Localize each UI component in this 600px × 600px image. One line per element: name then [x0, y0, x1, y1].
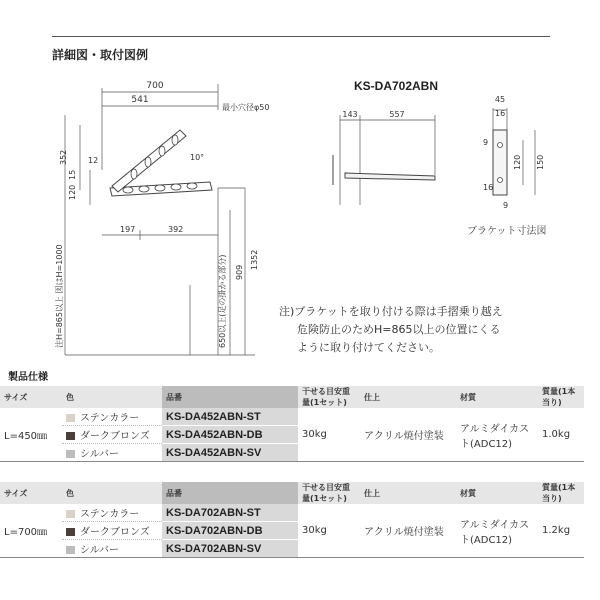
size-cell: L=450㎜	[0, 408, 62, 462]
color-swatch	[66, 546, 75, 554]
dim-700: 700	[146, 81, 164, 91]
color-cell	[62, 408, 162, 426]
load-cell: 30kg	[298, 408, 360, 462]
dim-9-bottom: 9	[503, 201, 509, 210]
header-load: 干せる目安重量(1セット)	[298, 482, 360, 504]
table-header-row	[0, 386, 584, 408]
dim-hole: 最小穴径φ50	[222, 103, 270, 112]
header-material: 材質	[456, 482, 538, 504]
spec-title: 製品仕様	[8, 372, 48, 383]
dim-909: 909	[235, 264, 244, 280]
side-elevation-diagram	[325, 90, 555, 220]
mounting-diagram	[40, 70, 285, 370]
dim-650: 650以上(足の掛かる部分)	[218, 254, 227, 348]
color-cell	[62, 504, 162, 522]
size-cell: L=700㎜	[0, 504, 62, 558]
color-cell	[62, 426, 162, 444]
section-title: 詳細図・取付図例	[52, 48, 149, 62]
color-label: ダークブロンズ	[80, 431, 150, 442]
header-color: 色	[62, 386, 162, 408]
dim-392: 392	[168, 225, 184, 234]
header-load: 干せる目安重量(1セット)	[298, 386, 360, 408]
dim-12: 12	[88, 156, 99, 165]
dim-15: 15	[68, 169, 77, 180]
model-cell: KS-DA702ABN-DB	[162, 522, 298, 540]
dim-16-top: 16	[495, 109, 506, 118]
dim-9-top: 9	[483, 138, 489, 147]
dim-45: 45	[494, 95, 506, 104]
dim-557: 557	[389, 110, 405, 119]
dim-1352: 1352	[250, 249, 259, 270]
load-cell: 30kg	[298, 504, 360, 558]
install-note	[279, 303, 579, 357]
color-swatch	[66, 432, 75, 440]
color-cell	[62, 522, 162, 540]
finish-cell: アクリル焼付塗装	[360, 408, 456, 462]
header-model: 品番	[162, 386, 298, 408]
weight-cell: 1.2kg	[538, 504, 584, 558]
note-line-3: ように取り付けてください。	[297, 341, 440, 354]
color-label: ステンカラー	[80, 509, 140, 520]
dim-angle: 10°	[190, 153, 205, 162]
header-size: サイズ	[0, 482, 62, 504]
header-finish: 仕上	[360, 386, 456, 408]
color-label: ステンカラー	[80, 413, 140, 424]
color-swatch	[66, 414, 75, 422]
model-cell: KS-DA452ABN-SV	[162, 444, 298, 462]
header-material: 材質	[456, 386, 538, 408]
color-label: ダークブロンズ	[80, 527, 150, 538]
weight-cell: 1.0kg	[538, 408, 584, 462]
dim-16-bottom: 16	[483, 183, 494, 192]
table-header-row	[0, 482, 584, 504]
color-swatch	[66, 510, 75, 518]
color-label: シルバー	[80, 449, 120, 460]
dim-541: 541	[131, 95, 149, 105]
top-rule	[52, 36, 550, 37]
color-cell	[62, 444, 162, 462]
dim-143: 143	[342, 110, 358, 119]
dim-352: 352	[59, 149, 68, 165]
header-weight: 質量(1本当り)	[538, 386, 584, 408]
material-cell: アルミダイカスト(ADC12)	[456, 504, 538, 558]
header-color: 色	[62, 482, 162, 504]
dim-120: 120	[68, 184, 77, 200]
color-swatch	[66, 450, 75, 458]
header-finish: 仕上	[360, 482, 456, 504]
color-label: シルバー	[80, 545, 120, 556]
spec-table-450	[0, 386, 584, 462]
model-cell: KS-DA702ABN-ST	[162, 504, 298, 522]
header-model: 品番	[162, 482, 298, 504]
dim-150-r: 150	[536, 154, 545, 170]
bracket-caption: ブラケット寸法図	[467, 226, 547, 237]
dim-197: 197	[120, 225, 136, 234]
note-line-1: 注)ブラケットを取り付ける際は手摺乗り越え	[279, 305, 503, 318]
table-row	[0, 504, 584, 522]
spec-table-700	[0, 482, 584, 558]
model-cell: KS-DA702ABN-SV	[162, 540, 298, 558]
header-weight: 質量(1本当り)	[538, 482, 584, 504]
model-cell: KS-DA452ABN-ST	[162, 408, 298, 426]
note-line-2: 危険防止のためH=865以上の位置にくる	[297, 323, 501, 336]
material-cell: アルミダイカスト(ADC12)	[456, 408, 538, 462]
table-row	[0, 408, 584, 426]
finish-cell: アクリル焼付塗装	[360, 504, 456, 558]
model-title: KS-DA702ABN	[354, 79, 439, 93]
dim-height-note: 注H=865以上 図はH=1000	[55, 244, 64, 348]
header-size: サイズ	[0, 386, 62, 408]
color-cell	[62, 540, 162, 558]
model-cell: KS-DA452ABN-DB	[162, 426, 298, 444]
color-swatch	[66, 528, 75, 536]
dim-120-r: 120	[513, 154, 522, 170]
